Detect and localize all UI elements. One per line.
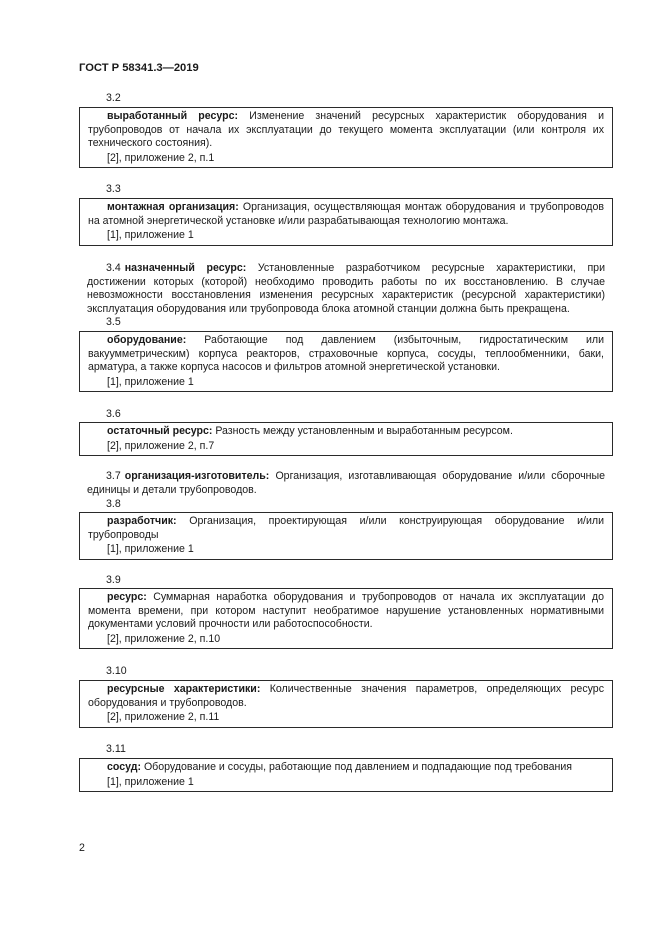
term-title: оборудование: [107, 334, 187, 346]
term-number: 3.2 [106, 92, 121, 104]
term-source: [2], приложение 2, п.11 [107, 711, 220, 724]
term-definition [88, 425, 604, 439]
document-header: ГОСТ Р 58341.3—2019 [79, 62, 199, 74]
term-source: [2], приложение 2, п.10 [107, 632, 221, 645]
term-number: 3.11 [106, 743, 126, 755]
term-definition [88, 591, 604, 632]
term-title: сосуд: [107, 761, 141, 773]
term-box [79, 422, 613, 456]
term-title: монтажная организация: [107, 201, 239, 213]
term-number: 3.8 [106, 498, 121, 510]
term-number: 3.4 [106, 262, 121, 274]
term-definition [88, 110, 604, 151]
page-number: 2 [79, 842, 85, 854]
term-title: выработанный ресурс: [107, 110, 239, 122]
term-source: [1], приложение 1 [107, 375, 194, 388]
term-text: Организация, изготавливающая оборудование и/или сборочные единицы и детали трубопроводов. [87, 470, 605, 496]
term-source: [2], приложение 2, п.7 [107, 439, 215, 452]
term-text: Количественные значения параметров, определяющих ресурс оборудования и трубопроводов. [88, 683, 604, 709]
term-source: [2], приложение 2, п.1 [107, 151, 215, 164]
term-title: остаточный ресурс: [107, 425, 213, 437]
term-text: Изменение значений ресурсных характеристик оборудования и трубопроводов от начала их эксплуатации до текущего момента эксплуатации (или контроля их технического состояния). [88, 110, 604, 150]
term-source: [1], приложение 1 [107, 775, 194, 788]
term-number: 3.6 [106, 408, 121, 420]
term-text: Суммарная наработка оборудования и трубопроводов от начала их эксплуатации до момента времени, при котором наступит необратимое нарушение установленных нормативными документами условий прочности или работоспособности. [88, 591, 604, 631]
term-number: 3.7 [106, 470, 121, 482]
term-text: Разность между установленным и выработанным ресурсом. [212, 425, 513, 437]
term-number: 3.9 [106, 574, 121, 586]
term-definition [88, 334, 604, 375]
term-definition [87, 262, 605, 316]
term-number: 3.10 [106, 665, 127, 677]
term-text: Организация, проектирующая и/или конструирующая оборудование и/или трубопроводы [88, 515, 604, 541]
term-box [79, 512, 613, 560]
term-title: ресурсные характеристики: [107, 683, 261, 695]
term-definition [88, 761, 604, 775]
term-title: назначенный ресурс: [124, 262, 247, 274]
term-box [79, 758, 613, 792]
term-title: ресурс: [107, 591, 147, 603]
term-definition [87, 470, 605, 497]
term-title: разработчик: [107, 515, 177, 527]
term-free-block [79, 470, 613, 497]
term-source: [1], приложение 1 [107, 543, 194, 556]
term-text: Работающие под давлением (избыточным, гидростатическим или вакуумметрическим) корпуса реакторов, страховочные корпуса, сосуды, теплообменники, баки, арматура, а также корпуса насосов и фильтров атомной энергетической установки. [88, 334, 604, 374]
term-box [79, 331, 613, 392]
term-box [79, 198, 613, 246]
term-definition [88, 201, 604, 228]
term-definition [88, 515, 604, 542]
term-source: [1], приложение 1 [107, 229, 194, 242]
term-box [79, 588, 613, 649]
term-text: Организация, осуществляющая монтаж оборудования и трубопроводов на атомной энергетической установке и/или разрабатывающая технологию монтажа. [88, 201, 604, 227]
term-number: 3.5 [106, 316, 121, 328]
term-box [79, 107, 613, 168]
term-box [79, 680, 613, 728]
term-text: Оборудование и сосуды, работающие под давлением и подпадающие под требования [141, 761, 572, 773]
term-definition [88, 683, 604, 710]
term-number: 3.3 [106, 183, 121, 195]
term-text: Установленные разработчиком ресурсные характеристики, при достижении которых (которой) необходимо проводить работы по их восстановлению. В случае невозможности восстановления изменения ресурсных характеристик (ресурсной характеристики) эксплуатация оборудования или трубопровода блока атомной станции должна быть прекращена. [87, 262, 605, 315]
term-title: организация-изготовитель: [124, 470, 270, 482]
term-free-block [79, 262, 613, 316]
